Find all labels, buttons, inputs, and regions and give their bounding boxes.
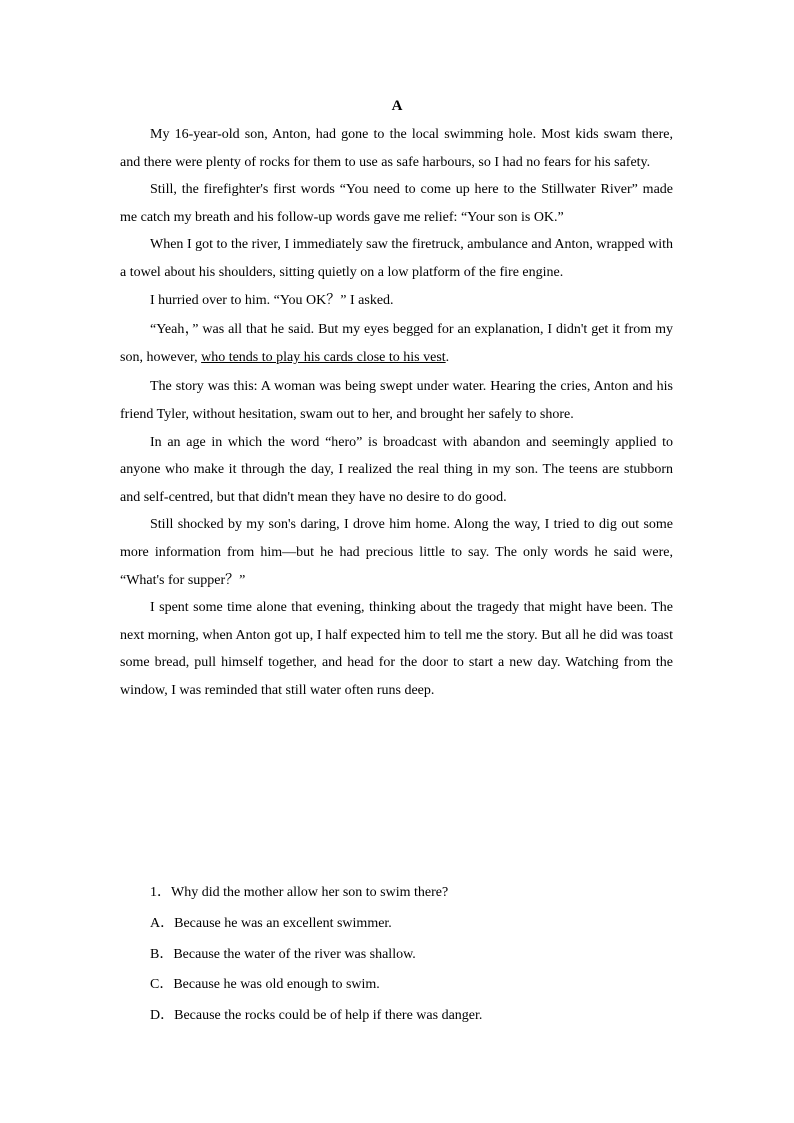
option-c: C．Because he was old enough to swim. [150, 977, 380, 993]
option-b: B．Because the water of the river was shallow. [150, 946, 416, 962]
paragraph-6: The story was this: A woman was being swept under water. Hearing the cries, Anton and his friend Tyler, without hesitation, swam out to her, and brought her safely to shore. [120, 379, 673, 422]
question-stem: 1．Why did the mother allow her son to swim there? [150, 885, 449, 900]
paragraph-5-end: . [445, 349, 450, 365]
underlined-phrase: who tends to play his cards close to his vest [201, 349, 446, 365]
paragraph-1: My 16-year-old son, Anton, had gone to the local swimming hole. Most kids swam there, and there were plenty of rocks for them to use as safe harbours, so I had no fears for his safety. [120, 127, 673, 170]
paragraph-8: Still shocked by my son's daring, I drove him home. Along the way, I tried to dig out some more information from him—but he had precious little to say. The only words he said were, “What's for supper？” [120, 517, 673, 588]
option-a: A．Because he was an excellent swimmer. [150, 915, 392, 931]
paragraph-9: I spent some time alone that evening, thinking about the tragedy that might have been. The next morning, when Anton got up, I half expected him to tell me the story. But all he did was toast some bread, pull himself together, and head for the door to start a new day. Watching from the window, I was reminded that still water often runs deep. [120, 600, 673, 698]
paragraph-5 [120, 316, 673, 371]
paragraph-3: When I got to the river, I immediately saw the firetruck, ambulance and Anton, wrapped with a towel about his shoulders, sitting quietly on a low platform of the fire engine. [120, 237, 673, 280]
passage-title: A [391, 98, 403, 114]
paragraph-4: I hurried over to him. “You OK？” I asked. [150, 292, 394, 308]
paragraph-7: In an age in which the word “hero” is broadcast with abandon and seemingly applied to anyone who make it through the day, I realized the real thing in my son. The teens are stubborn and self-centred, but that didn't mean they have no desire to do good. [120, 434, 673, 505]
paragraph-5-text: “Yeah，” was all that he said. But my eyes begged for an explanation, I didn't get it from my son, however, [120, 322, 673, 365]
question-1 [150, 878, 690, 1032]
paragraph-2: Still, the firefighter's first words “You need to come up here to the Stillwater River” made me catch my breath and his follow-up words gave me relief: “Your son is OK.” [120, 182, 673, 225]
option-d: D．Because the rocks could be of help if there was danger. [150, 1008, 483, 1024]
reading-passage [120, 121, 673, 704]
